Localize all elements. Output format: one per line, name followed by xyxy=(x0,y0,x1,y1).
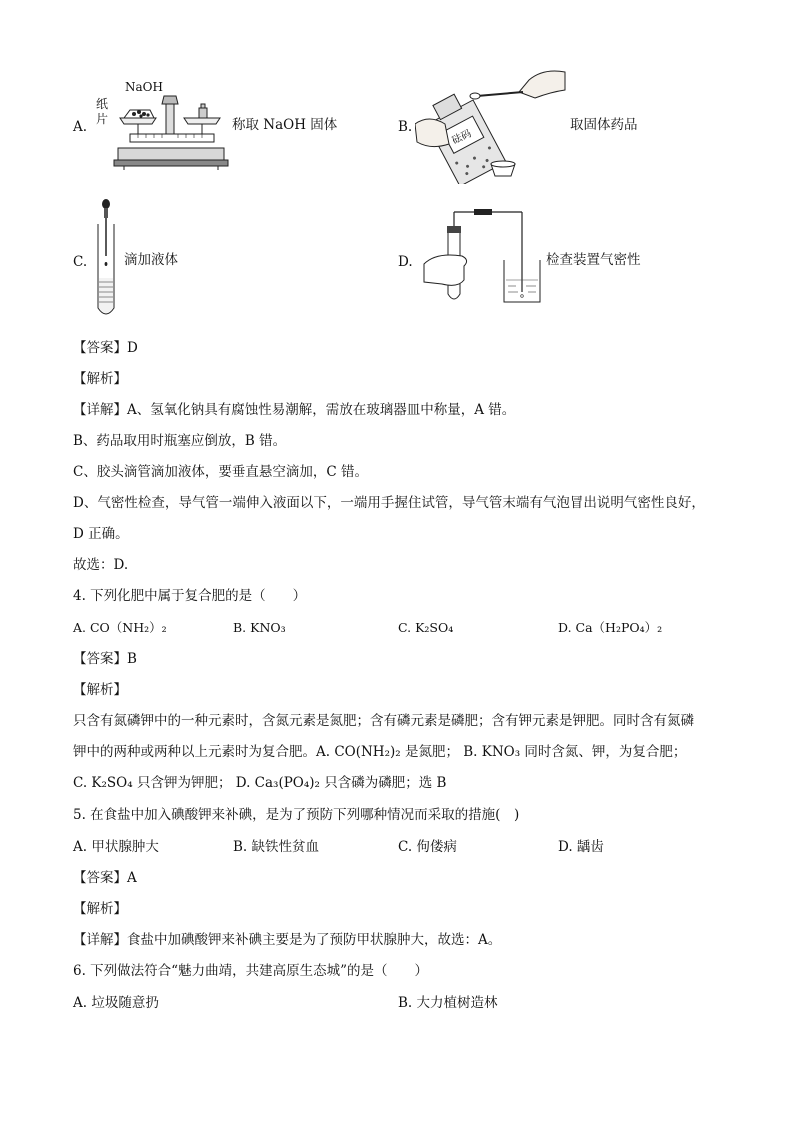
balance-naoh-illustration xyxy=(110,90,230,170)
q3-detail-line: B、药品取用时瓶塞应倒放，B 错。 xyxy=(73,433,287,449)
airtightness-illustration xyxy=(418,208,543,306)
q3-detail-line: D 正确。 xyxy=(73,526,129,542)
q5-option-a: A. 甲状腺肿大 xyxy=(73,839,159,855)
q4-detail-line: 钾中的两种或两种以上元素时为复合肥。A. CO(NH₂)₂ 是氮肥； B. KNO₃ 同时含氮、钾，为复合肥； xyxy=(73,744,687,760)
option-c-caption: 滴加液体 xyxy=(124,252,178,268)
option-d-caption: 检查装置气密性 xyxy=(546,252,641,268)
paper-label: 纸片 xyxy=(96,97,109,126)
q5-detail: 【详解】食盐中加碘酸钾来补碘主要是为了预防甲状腺肿大，故选：A。 xyxy=(73,932,502,948)
q6-option-a: A. 垃圾随意扔 xyxy=(73,995,159,1011)
bottle-label: 砝码 xyxy=(450,128,474,147)
q4-option-a: A. CO（NH₂）₂ xyxy=(73,620,167,635)
q4-detail-line: C. K₂SO₄ 只含钾为钾肥； D. Ca₃(PO₄)₂ 只含磷为磷肥；选 B xyxy=(73,775,447,791)
q6-option-b: B. 大力植树造林 xyxy=(398,995,498,1011)
naoh-label: NaOH xyxy=(125,80,163,94)
q4-option-b: B. KNO₃ xyxy=(233,620,286,635)
take-solid-illustration xyxy=(415,66,567,184)
q3-analysis-heading: 【解析】 xyxy=(73,371,127,387)
q3-detail-line: C、胶头滴管滴加液体，要垂直悬空滴加，C 错。 xyxy=(73,464,368,480)
q3-answer: 【答案】D xyxy=(73,340,138,356)
q4-stem: 4. 下列化肥中属于复合肥的是（ ） xyxy=(73,588,307,604)
q4-detail-line: 只含有氮磷钾中的一种元素时，含氮元素是氮肥；含有磷元素是磷肥；含有钾元素是钾肥。同时含有氮磷 xyxy=(73,713,694,729)
q3-conclusion: 故选：D. xyxy=(73,557,129,573)
option-a-letter: A. xyxy=(73,119,88,135)
option-c-letter: C. xyxy=(73,254,88,270)
dropper-illustration xyxy=(94,198,118,320)
option-b-caption: 取固体药品 xyxy=(570,117,638,133)
option-d-letter: D. xyxy=(398,254,413,270)
q3-detail-line: D、气密性检查，导气管一端伸入液面以下，一端用手握住试管，导气管末端有气泡冒出说明气密性良好， xyxy=(73,495,705,511)
q4-answer: 【答案】B xyxy=(73,651,137,667)
q5-option-c: C. 佝偻病 xyxy=(398,839,457,855)
option-a-caption: 称取 NaOH 固体 xyxy=(232,117,338,133)
q5-option-d: D. 龋齿 xyxy=(558,839,604,855)
option-b-letter: B. xyxy=(398,119,413,135)
q4-option-d: D. Ca（H₂PO₄）₂ xyxy=(558,620,663,635)
q5-analysis-heading: 【解析】 xyxy=(73,901,127,917)
q5-option-b: B. 缺铁性贫血 xyxy=(233,839,320,855)
q4-analysis-heading: 【解析】 xyxy=(73,682,127,698)
q3-detail-line: 【详解】A、氢氧化钠具有腐蚀性易潮解，需放在玻璃器皿中称量，A 错。 xyxy=(73,402,516,418)
q5-answer: 【答案】A xyxy=(73,870,137,886)
q5-stem: 5. 在食盐中加入碘酸钾来补碘，是为了预防下列哪种情况而采取的措施( ) xyxy=(73,807,520,823)
q6-stem: 6. 下列做法符合“魅力曲靖，共建高原生态城”的是（ ） xyxy=(73,963,428,979)
q4-option-c: C. K₂SO₄ xyxy=(398,620,454,635)
